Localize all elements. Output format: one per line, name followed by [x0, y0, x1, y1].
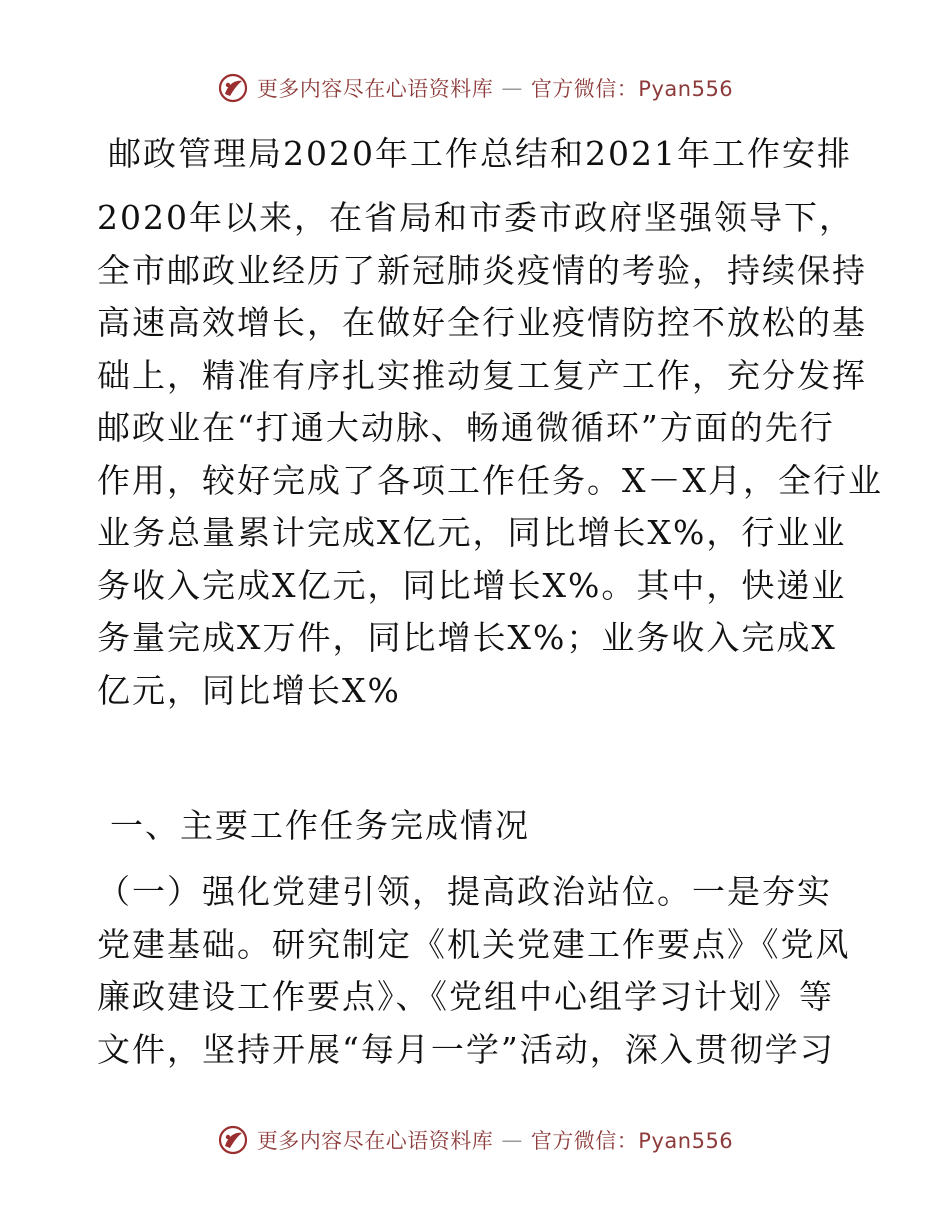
paragraph-line: 全市邮政业经历了新冠肺炎疫情的考验，持续保持: [97, 250, 867, 290]
document-title: 邮政管理局2020年工作总结和2021年工作安排: [108, 134, 852, 173]
banner-wechat: 官方微信：Pyan556: [530, 1129, 734, 1153]
brand-logo-icon: [217, 1124, 249, 1156]
paragraph-line: 文件，坚持开展“每月一学”活动，深入贯彻学习: [97, 1029, 835, 1069]
watermark-banner-top: [0, 72, 950, 104]
paragraph-line: 务量完成X万件，同比增长X%；业务收入完成X: [97, 618, 837, 657]
paragraph-line: 邮政业在“打通大动脉、畅通微循环”方面的先行: [97, 408, 835, 447]
intro-paragraph: [97, 192, 883, 717]
banner-separator: —: [501, 76, 523, 100]
paragraph-line: （一）强化党建引领，提高政治站位。一是夯实: [97, 872, 832, 911]
brand-logo-icon: [217, 72, 249, 104]
paragraph-line: 2020年以来，在省局和市委市政府坚强领导下，: [97, 198, 854, 237]
banner-wechat: 官方微信：Pyan556: [530, 77, 734, 101]
section-paragraph: [97, 866, 857, 1076]
section-heading: 一、主要工作任务完成情况: [110, 806, 530, 845]
banner-text: 更多内容尽在心语资料库: [256, 1129, 494, 1153]
banner-separator: —: [501, 1128, 523, 1152]
banner-text: 更多内容尽在心语资料库: [256, 77, 494, 101]
paragraph-line: 党建基础。研究制定《机关党建工作要点》《党风: [97, 924, 851, 964]
watermark-banner-bottom: [0, 1124, 950, 1156]
paragraph-line: 务收入完成X亿元，同比增长X%。其中，快递业: [97, 565, 847, 605]
paragraph-line: 业务总量累计完成X亿元，同比增长X%，行业业: [97, 513, 847, 552]
paragraph-line: 高速高效增长，在做好全行业疫情防控不放松的基: [97, 303, 867, 342]
paragraph-line: 础上，精准有序扎实推动复工复产工作，充分发挥: [97, 355, 867, 395]
paragraph-line: 廉政建设工作要点》、《党组中心组学习计划》等: [97, 977, 834, 1016]
paragraph-line: 亿元，同比增长X%: [97, 670, 401, 710]
paragraph-line: 作用，较好完成了各项工作任务。X－X月，全行业: [97, 460, 883, 500]
